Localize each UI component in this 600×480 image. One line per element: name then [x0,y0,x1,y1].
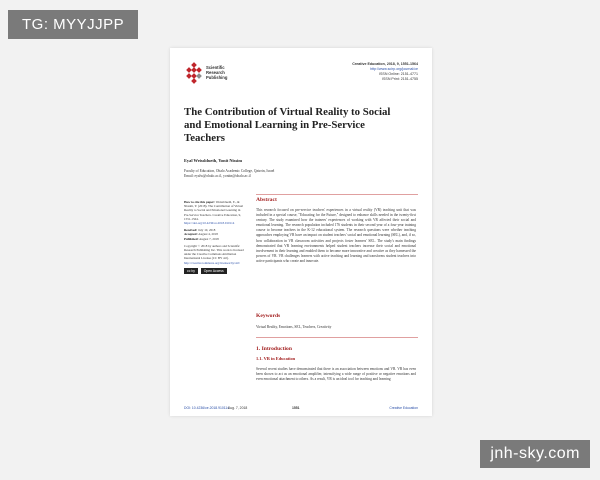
license-badges [184,268,246,274]
footer-doi[interactable]: DOI: 10.4236/ce.2018.910114 [184,406,230,410]
intro-text: Several recent studies have demonstrated that there is an association between emotions and VR. VR has even been shown to act as an emotional amplifier, intensifying a wide range of positive or negative emotions and even emotional attachment to others. As a result, VR is an ideal tool for teaching and learning [256,367,416,382]
paper-title: The Contribution of Virtual Reality to Social and Emotional Learning in Pre-Service Teachers [184,106,391,144]
divider [256,337,418,338]
license-link[interactable]: http://creativecommons.org/licenses/by/4.0/ [184,260,240,265]
issn-online: ISSN Online: 2151-4771 [379,72,418,76]
journal-name: Creative Education, 2018, 9, 1551-1564 [352,62,418,66]
article-sidebar [184,200,246,274]
citation-doi-link[interactable]: https://doi.org/10.4236/ce.2018.910114 [184,221,235,226]
intro-subheading: 1.1. VR in Education [256,356,296,361]
cc-by-badge: cc by [184,268,198,274]
publisher-logo [184,62,248,84]
keywords-text: Virtual Reality, Emotions, SEL, Teachers, Creativity [256,325,332,329]
dates: Received: July 10, 2018 Accepted: August 4, 2018 Published: August 7, 2018 [184,228,219,241]
paper-authors: Eyal Weissblueth, Yonit Nissim [184,158,243,163]
paper-page [170,48,432,416]
journal-url[interactable]: http://www.scirp.org/journal/ce [370,67,418,71]
publisher-name: Scientific Research Publishing [206,65,228,80]
journal-info [352,62,418,82]
publisher-logo-icon [184,62,204,84]
channel-tag: TG: MYYJJPP [8,10,138,39]
site-watermark: jnh-sky.com [480,440,590,468]
author-email: Email: eyalw@ohalo.ac.il, yonitn@ohalo.ac.il [184,174,251,178]
abstract-text: This research focused on pre-service teachers' experiences in a virtual reality (VR) teaching unit that was included in a special course, "Educating for the Future," designed to enhance skills needed in the twenty-first century. The study examined how the trainees' experiences of working with VR affected their social and emotional learning. The research population included 176 students in their second year of a four-year training course to become teachers in the K-12 educational system. The research questions were whether teaching approaches employing VR have an impact on student teachers' social and emotional learning (SEL), and, if so, how collaboration in VR classroom activities and projects foster learners' SEL. The study's main findings demonstrated that VR learning environments helped student teachers increase their social and emotional involvement in their learning and enabled them to become more innovative and creative as they harnessed the powers of VR. VR challenges learners with active teaching and learning and transforms student teachers into active participants who create and innovate. [256,208,416,263]
issn-print: ISSN Print: 2151-4755 [382,77,418,81]
abstract-heading: Abstract [256,197,277,203]
intro-heading: 1. Introduction [256,346,292,352]
footer-date: Aug. 7, 2018 [228,406,248,410]
affiliation: Faculty of Education, Ohalo Academic College, Qatzrin, Israel Email: eyalw@ohalo.ac.il, yonitn@ohalo.ac.il [184,169,275,178]
citation: How to cite this paper: Weissblueth, E., & Nissim, Y. (2018). The Contribution of Virtual Reality to Social and Emotional Learning in Pre-Service Teachers. Creative Education, 9, 1551-1564. https://doi.org/10.4236/ce.2018.910114 [184,200,244,226]
open-access-badge: Open Access [201,268,227,274]
divider [256,194,418,195]
footer-journal: Creative Education [389,406,418,410]
keywords-heading: Keywords [256,313,281,319]
copyright-notice: Copyright © 2018 by authors and Scientific Research Publishing Inc. This work is licensed under the Creative Commons Attribution International License (CC BY 4.0). http://creativecommons.org/licenses/by/4.0/ [184,243,244,265]
page-number: 1551 [292,406,300,410]
